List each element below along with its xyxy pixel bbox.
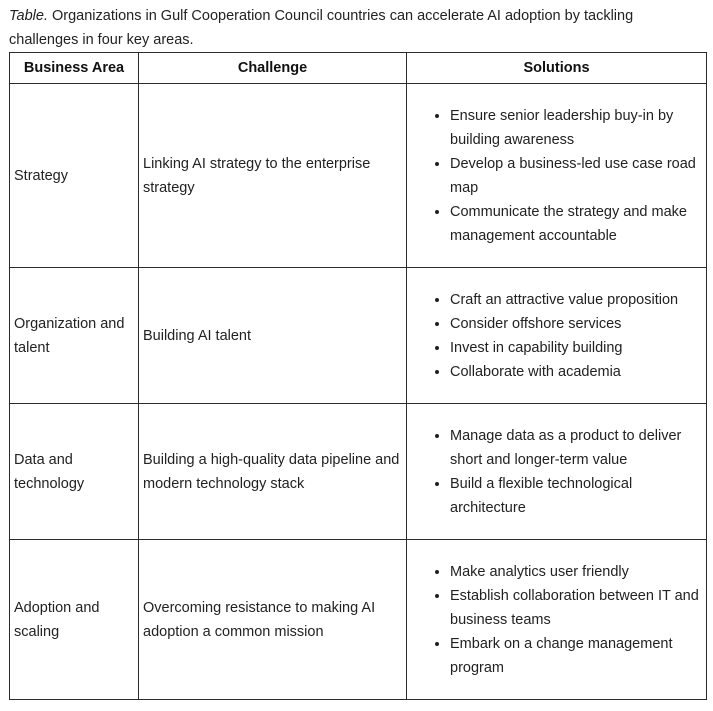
table-row: [10, 404, 707, 540]
caption-label: Table.: [9, 8, 48, 24]
solution-item: • Develop a business-led use case road map: [450, 152, 702, 200]
table-row: [10, 84, 707, 268]
solutions-list: [407, 104, 702, 248]
challenge-cell: Building AI talent: [139, 268, 407, 404]
solutions-list: [407, 560, 702, 680]
solution-item: • Establish collaboration between IT and business teams: [450, 584, 702, 632]
solutions-list: [407, 424, 702, 520]
solutions-list: [407, 288, 702, 384]
business-area-cell: Strategy: [10, 84, 139, 268]
solution-item: • Invest in capability building: [450, 336, 702, 360]
solution-item: • Craft an attractive value proposition: [450, 288, 702, 312]
solution-item: • Make analytics user friendly: [450, 560, 702, 584]
solutions-cell: [407, 404, 707, 540]
table-row: [10, 268, 707, 404]
solutions-cell: [407, 268, 707, 404]
challenge-cell: Building a high-quality data pipeline and modern technology stack: [139, 404, 407, 540]
challenge-cell: Overcoming resistance to making AI adoption a common mission: [139, 540, 407, 700]
business-area-cell: Organization and talent: [10, 268, 139, 404]
solution-item: • Communicate the strategy and make management accountable: [450, 200, 702, 248]
business-area-cell: Data and technology: [10, 404, 139, 540]
business-area-cell: Adoption and scaling: [10, 540, 139, 700]
solution-item: • Embark on a change management program: [450, 632, 702, 680]
table-header-row: [10, 53, 707, 84]
solutions-cell: [407, 84, 707, 268]
table-caption: [9, 4, 699, 52]
challenge-cell: Linking AI strategy to the enterprise strategy: [139, 84, 407, 268]
solution-item: • Consider offshore services: [450, 312, 702, 336]
business-areas-table: [9, 52, 707, 700]
header-business-area: Business Area: [10, 53, 139, 84]
solution-item: • Build a flexible technological architecture: [450, 472, 702, 520]
solution-item: • Collaborate with academia: [450, 360, 702, 384]
caption-text: Organizations in Gulf Cooperation Council countries can accelerate AI adoption by tackling challenges in four key areas.: [9, 8, 634, 48]
header-challenge: Challenge: [139, 53, 407, 84]
solution-item: • Manage data as a product to deliver short and longer-term value: [450, 424, 702, 472]
table-row: [10, 540, 707, 700]
header-solutions: Solutions: [407, 53, 707, 84]
solution-item: • Ensure senior leadership buy-in by building awareness: [450, 104, 702, 152]
solutions-cell: [407, 540, 707, 700]
